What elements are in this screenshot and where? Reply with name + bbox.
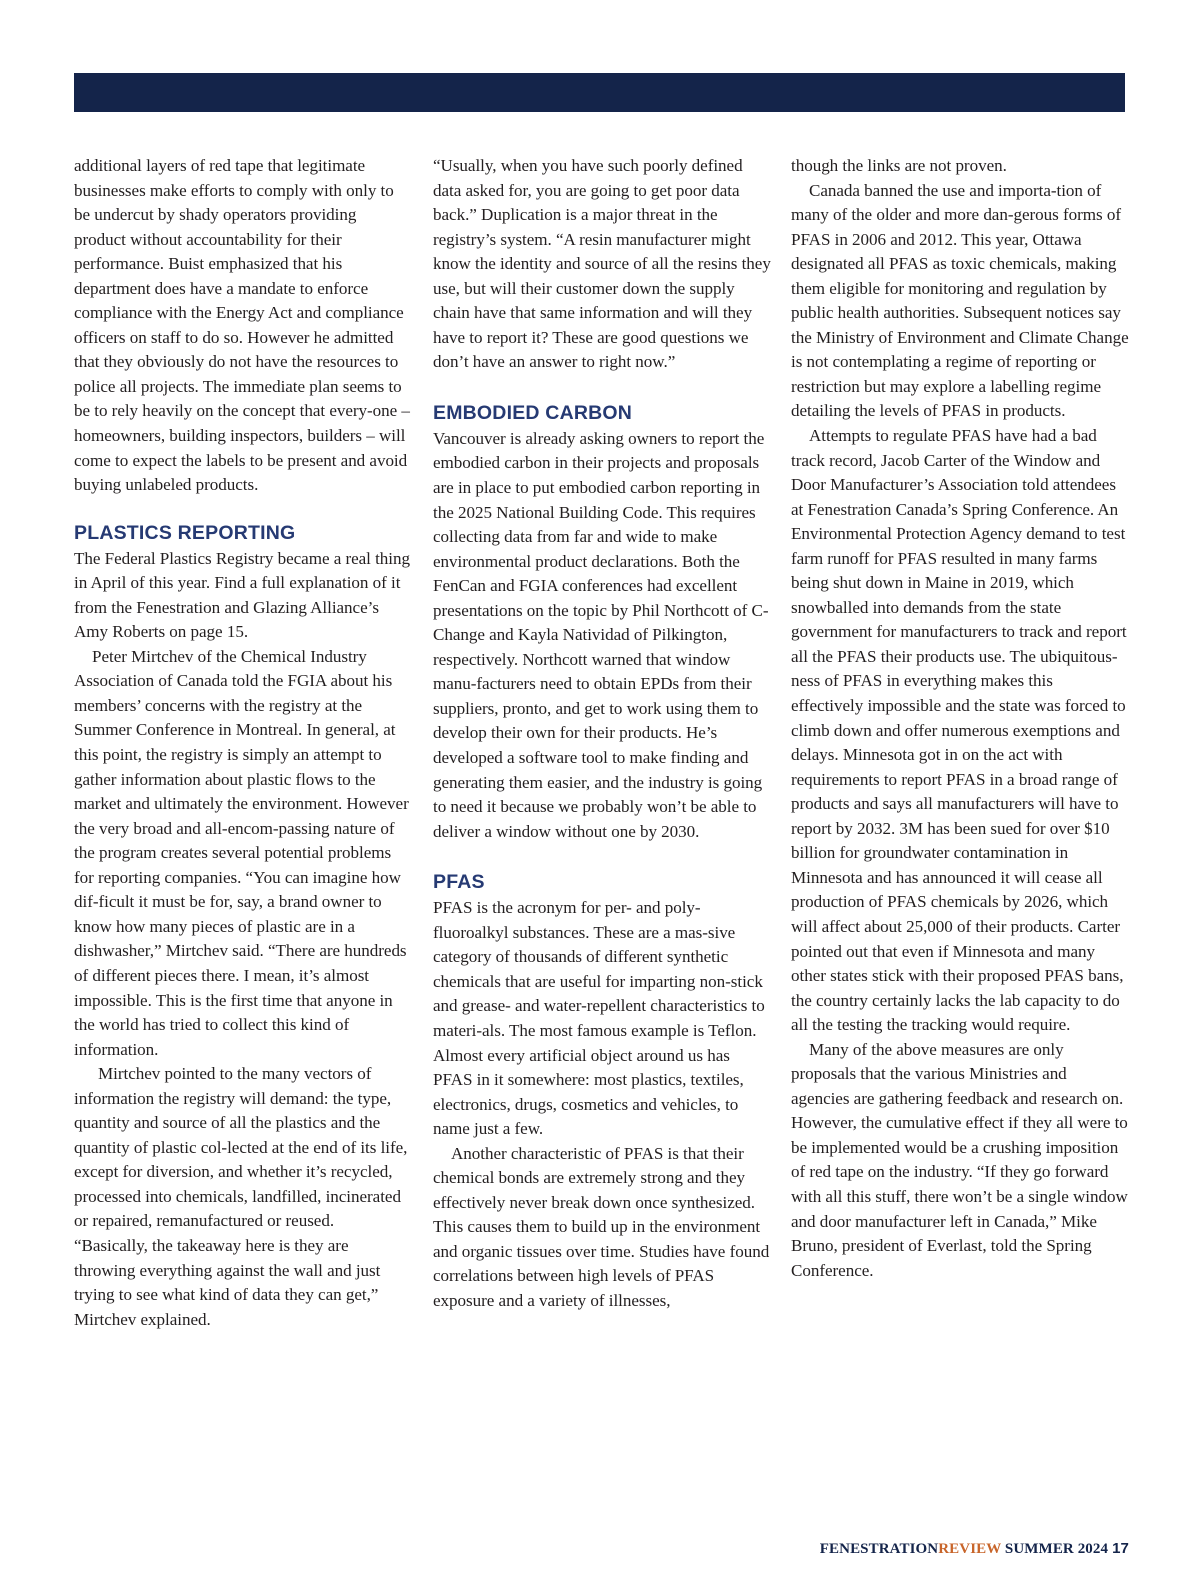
- paragraph: Vancouver is already asking owners to report the embodied carbon in their projects and proposals are in place to put embodied carbon reporting in the 2025 National Building Code. This requires collecting data from far and wide to make environmental product declarations. Both the FenCan and FGIA conferences had excellent presentations on the topic by Phil Northcott of C-Change and Kayla Natividad of Pilkington, respectively. Northcott warned that window manu-facturers need to obtain EPDs from their suppliers, pronto, and get to work using them to develop their own for their products. He’s developed a software tool to make finding and generating them easier, and the industry is going to need it because we probably won’t be able to deliver a window without one by 2030.: [433, 428, 769, 841]
- paragraph: Peter Mirtchev of the Chemical Industry Association of Canada told the FGIA about his members’ concerns with the registry at the Summer Conference in Montreal. In general, at this point, the registry is simply an attempt to gather information about plastic flows to the market and ultimately the environment. However the very broad and all-encom-passing nature of the program creates several potential problems for reporting companies. “You can imagine how dif-ficult it must be for, say, a brand owner to know how many pieces of plastic are in a dishwasher,” Mirtchev said. “There are hundreds of different pieces there. I mean, it’s almost impossible. This is the first time that anyone in the world has tried to collect this kind of information.: [74, 646, 409, 1059]
- paragraph: though the links are not proven.: [791, 156, 1007, 175]
- paragraph: “Usually, when you have such poorly defined data asked for, you are going to get poor data back.” Duplication is a major threat in the registry’s system. “A resin manufacturer might know the identity and source of all the resins they use, but will their customer down the supply chain have that same information and will they have to report it? These are good questions we don’t have an answer to right now.”: [433, 156, 771, 372]
- article-column-3: [791, 154, 1129, 1283]
- paragraph: Canada banned the use and importa-tion of many of the older and more dan-gerous forms of PFAS in 2006 and 2012. This year, Ottawa designated all PFAS as toxic chemicals, making them eligible for monitoring and regulation by public health authorities. Subsequent notices say the Ministry of Environment and Climate Change is not contemplating a regime of reporting or restriction but may explore a labelling regime detailing the levels of PFAS in products.: [791, 180, 1129, 421]
- section-heading-pfas: PFAS: [433, 871, 485, 894]
- section-heading-embodied-carbon: EMBODIED CARBON: [433, 401, 633, 424]
- footer-brand: FENESTRATION: [819, 1541, 939, 1557]
- article-column-1: [74, 154, 412, 1332]
- paragraph: The Federal Plastics Registry became a real thing in April of this year. Find a full explanation of it from the Fenestration and Glazing Alliance’s Amy Roberts on page 15.: [74, 548, 410, 642]
- paragraph: PFAS is the acronym for per- and poly-fluoroalkyl substances. These are a mas-sive category of thousands of different synthetic chemicals that are useful for imparting non-stick and grease- and water-repellent characteristics to materi-als. The most famous example is Teflon. Almost every artificial object around us has PFAS in it somewhere: most plastics, textiles, electronics, drugs, cosmetics and vehicles, to name just a few.: [433, 898, 765, 1139]
- page-footer: [820, 1540, 1129, 1558]
- header-bar: [74, 73, 1125, 112]
- paragraph: Attempts to regulate PFAS have had a bad track record, Jacob Carter of the Window and Door Manufacturer’s Association told attendees at Fenestration Canada’s Spring Conference. An Environmental Protection Agency demand to test farm runoff for PFAS resulted in many farms being shut down in Maine in 2019, which snowballed into demands from the state government for manufacturers to track and report all the PFAS their products use. The ubiquitous-ness of PFAS in everything makes this effectively impossible and the state was forced to climb down and offer numerous exemptions and delays. Minnesota got in on the act with requirements to report PFAS in a broad range of products and says all manufacturers will have to report by 2032. 3M has been sued for over $10 billion for groundwater contamination in Minnesota and has announced it will cease all production of PFAS chemicals by 2026, which will affect about 25,000 of their products. Carter pointed out that even if Minnesota and many other states stick with their proposed PFAS bans, the country certainly lacks the lab capacity to do all the testing the tracking would require.: [791, 426, 1127, 1035]
- paragraph: additional layers of red tape that legitimate businesses make efforts to comply with only to be undercut by shady operators providing product without accountability for their performance. Buist emphasized that his department does have a mandate to enforce compliance with the Energy Act and compliance officers on staff to do so. However he admitted that they obviously do not have the resources to police all projects. The immediate plan seems to be to rely heavily on the concept that every-one – homeowners, building inspectors, builders – will come to expect the labels to be present and avoid buying unlabeled products.: [74, 156, 410, 495]
- paragraph: Another characteristic of PFAS is that their chemical bonds are extremely strong and they effectively never break down once synthesized. This causes them to build up in the environment and organic tissues over time. Studies have found correlations between high levels of PFAS exposure and a variety of illnesses,: [433, 1143, 770, 1310]
- paragraph: Mirtchev pointed to the many vectors of information the registry will demand: the type, quantity and source of all the plastics and the quantity of plastic col-lected at the end of its life, except for diversion, and whether it’s recycled, processed into chemicals, landfilled, incinerated or repaired, remanufactured or reused. “Basically, the takeaway here is they are throwing everything against the wall and just trying to see what kind of data they can get,” Mirtchev explained.: [74, 1064, 408, 1329]
- paragraph: Many of the above measures are only proposals that the various Ministries and agencies are gathering feedback and research on. However, the cumulative effect if they all were to be implemented would be a crushing imposition of red tape on the industry. “If they go forward with all this stuff, there won’t be a single window and door manufacturer left in Canada,” Mike Bruno, president of Everlast, told the Spring Conference.: [791, 1039, 1128, 1280]
- article-column-2: [433, 154, 771, 1314]
- footer-issue: SUMMER 2024: [1001, 1541, 1109, 1557]
- section-heading-plastics-reporting: PLASTICS REPORTING: [74, 521, 296, 544]
- footer-brand-accent: REVIEW: [938, 1541, 1002, 1557]
- page-number: 17: [1112, 1540, 1129, 1557]
